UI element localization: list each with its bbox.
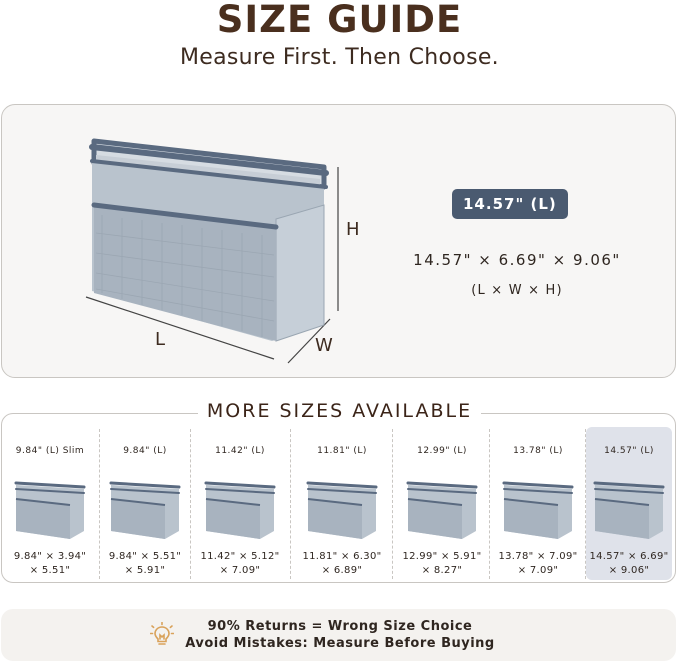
dimension-order: (L × W × H) (471, 283, 563, 298)
organizer-thumbnail (202, 475, 278, 545)
size-option-dims: × 5.51" (29, 565, 71, 576)
organizer-thumbnail (404, 475, 480, 545)
size-option-dims: × 8.27" (421, 565, 463, 576)
footer-tip-banner (1, 609, 676, 661)
size-option-dims: 14.57" × 6.69" (589, 551, 669, 562)
size-option-dims: × 6.89" (321, 565, 363, 576)
size-option-label: 9.84" (L) Slim (15, 446, 85, 456)
size-option-13-78[interactable] (488, 427, 588, 580)
divider (290, 429, 291, 579)
lightbulb-icon (150, 622, 174, 648)
organizer-thumbnail (107, 475, 183, 545)
page-subtitle: Measure First. Then Choose. (180, 45, 499, 70)
size-option-11-42[interactable] (190, 427, 290, 580)
width-axis-label: W (315, 335, 333, 356)
size-option-dims: 9.84" × 5.51" (108, 551, 182, 562)
footer-tip-line2: Avoid Mistakes: Measure Before Buying (185, 636, 495, 651)
page-title: SIZE GUIDE (216, 0, 463, 41)
organizer-thumbnail (591, 475, 667, 545)
size-option-dims: × 9.06" (608, 565, 650, 576)
length-axis-label: L (155, 329, 166, 350)
size-option-label: 11.42" (L) (215, 446, 265, 456)
size-option-dims: 12.99" × 5.91" (402, 551, 482, 562)
organizer-thumbnail (304, 475, 380, 545)
size-badge: 14.57" (L) (452, 189, 568, 219)
size-option-9-84-slim[interactable] (0, 427, 100, 580)
size-option-9-84[interactable] (95, 427, 195, 580)
size-option-14-57-selected[interactable] (586, 427, 672, 580)
size-option-dims: × 7.09" (219, 565, 261, 576)
size-option-label: 9.84" (L) (123, 446, 167, 456)
height-axis-label: H (346, 219, 360, 240)
size-option-dims: 9.84" × 3.94" (13, 551, 87, 562)
size-option-dims: 11.81" × 6.30" (302, 551, 382, 562)
size-option-dims: × 5.91" (124, 565, 166, 576)
size-option-dims: × 7.09" (517, 565, 559, 576)
product-dimensions: 14.57" × 6.69" × 9.06" (413, 251, 621, 269)
organizer-thumbnail (500, 475, 576, 545)
footer-tip-line1: 90% Returns = Wrong Size Choice (207, 619, 473, 634)
organizer-thumbnail (12, 475, 88, 545)
size-option-dims: 13.78" × 7.09" (498, 551, 578, 562)
size-option-11-81[interactable] (292, 427, 392, 580)
more-sizes-title: MORE SIZES AVAILABLE (198, 400, 481, 422)
size-option-12-99[interactable] (392, 427, 492, 580)
main-product-card (1, 104, 676, 378)
size-option-dims: 11.42" × 5.12" (200, 551, 280, 562)
size-option-label: 11.81" (L) (317, 446, 367, 456)
size-option-label: 12.99" (L) (417, 446, 467, 456)
size-option-label: 13.78" (L) (513, 446, 563, 456)
size-option-label: 14.57" (L) (604, 446, 654, 456)
